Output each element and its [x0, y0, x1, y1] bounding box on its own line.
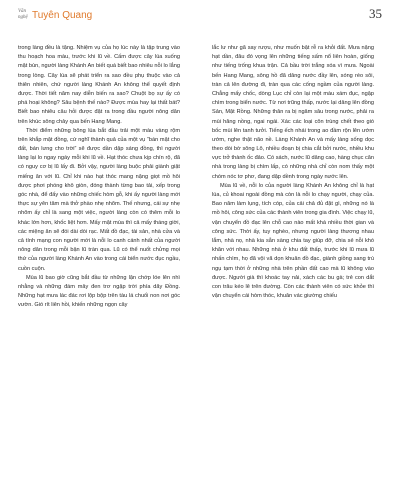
paragraph: Thời điểm những bông lúa bắt đầu trải một màu vàng rộm trên khắp mặt đồng, cứ nghĩ thành quả của một vụ “bán mặt cho đất, bán lưng cho trời” sẽ được dần dập sáng đồng, thì người làng lại lo ngay ngáy mỗi khi lũ về. Hạt thóc chưa kịp chín rộ, đã có nguy cơ bị lũ lấy đi. Bởi vậy, người làng buộc phải giành giật miếng ăn với lũ. Chỉ khi nào hạt thóc mang nặng giọt mồ hôi được phơi phóng khô giòn, đóng thành từng bao tải, xếp trong góc nhà, để đấy vào những chiếc hòm gỗ, khi ấy người làng mới thực sự yên tâm mà thở phào nhẹ nhõm. Thế nhưng, cái sự nhẹ nhõm ấy chỉ là sang một việc, người làng còn có thêm mỗi lo khác lớn hơn, khốc liệt hơn. Mấy mặt mùa thì cả mấy tháng giời, các miệng ăn sẽ đói dài dòi rạc. Mất đồ đạc, tài sản, nhà cửa và cả tính mạng con người mới là nỗi lo canh cánh nhất của người nông dân trong mỗi bận lũ tràn qua. Lũ có thể nuốt chửng mọi thứ của người làng Khánh An vào trong cái biển nước đục ngầu, cuồn cuộn.	[18, 127, 180, 272]
magazine-logo	[18, 9, 138, 29]
paragraph: lắc lư như gã say rượu, như muốn bật rễ ra khỏi đất. Mưa nặng hạt dần, đâu đó vọng lên những tiếng sấm nổ liên hoàn, giống như tiếng trống khua trận. Cả bầu trời trắng xóa vì mưa. Ngoài bến Hang Mang, sông hồ đã dâng nước đầy lên, sóng réo sôi, tràn cả lên đường đi, tràn qua các cống ngầm của người làng. Chẳng mấy chốc, dòng Lục chỉ còn lại một màu xám đục, ngập chìm trong biển nước. Từ nơi trũng thấp, nước lại dâng lên đồng Sản, Mặt Rồng. Những thân ra bị ngâm sâu trong nước, phải ra mùi hăng nồng, ngai ngái. Xác các loại côn trùng chết theo gió bốc mùi lên tanh tưởi. Tiếng ếch nhái trong ao đầm rộn lên ướm ướm, nghe thật não nề. Làng Khánh An và mấy làng sống dọc theo dòi bờ sông Lô, nhiều đoạn bị chia cắt bởi nước, nhiều khu vực trở thành ốc đảo. Có sách, nước lũ dâng cao, hàng chục căn nhà trong làng bị chìm lấp, có những nhà chỉ còn nom thấy một chóm nóc tơ phơ, đang dập dềnh trong ngày nước lên.	[212, 45, 374, 180]
paragraph: Mùa lũ bao giờ cũng bắt đầu từ những lặn chớp lóe lên nhì nhằng và những đám mây đen trơ ngập trời phía dãy Đồng. Những hạt mưa lác đác rơi lộp bộp trên tàu lá chuối non nơi góc vườn. Gió rít liên hồi, khiến những ngọn cây	[18, 274, 180, 309]
logo-small-text: Văn	[18, 9, 27, 14]
page-header	[0, 0, 402, 40]
paragraph: Mùa lũ về, nỗi lo của người làng Khánh An không chỉ là hạt lúa, củ khoai ngoài đồng mà còn là nỗi lo chạy người, chạy của. Bao năm làm lụng, tích cóp, của cải chả đủ đặt gì, những nó là mồ hôi, công sức của các thành viên trong gia đình. Việc chạy lũ, vận chuyển đồ đạc lên chỗ cao nào mất khá nhiều thời gian và công sức. Thời ấy, tuy nghèo, nhưng người làng thương nhau lắm, nhà nọ, nhà kia sẵn sàng chia tay giúp đỡ, chia sẻ nỗi khó khăn với nhau. Những nhà ở khu đất thấp, trước khi lũ mưa lũ nhấn chìm, họ đã vội vã dọn khuân đồ đạc, giành giồng sang trú ngụ tạm thời ở những nhà trên phần đất cao mà lũ không vào được. Người già thì khoác tay nải, xách các bu gà; trẻ con dắt con trâu kéo lê trên đường. Còn các thành viên có sức khỏe thì vận chuyển cái hòm thóc, khuân vác giường chiếu	[212, 182, 374, 300]
logo-title: Tuyên Quang	[32, 10, 93, 21]
right-text-column	[212, 44, 374, 301]
logo-small-text-2: nghệ	[18, 15, 28, 20]
page-number: 35	[369, 6, 382, 21]
left-text-column	[18, 44, 180, 310]
paragraph: trong làng đều là tặng. Nhiệm vụ của họ lúc này là tập trung vào thu hoạch hoa màu, trước khi lũ về. Cấm được cây lúa xuống mặt bùn, người làng Khánh An biết quá biết bao nhiêu nỗi lo lắng trong lòng. Cây lúa sẽ phát triển ra sao đều phụ thuộc vào cả thiên nhiên, chứ người làng Khánh An không thể quyết định được. Thời tiết năm nay diễn biến ra sao? Chuột bọ sự ấy có phá hoại không? Sâu bệnh thế nào? Được mùa hay lại thất bát? Biết bao nhiêu câu hỏi được đặt ra trong đầu người nông dân trên khúc sông chảy qua bến Hang Mang.	[18, 45, 180, 125]
